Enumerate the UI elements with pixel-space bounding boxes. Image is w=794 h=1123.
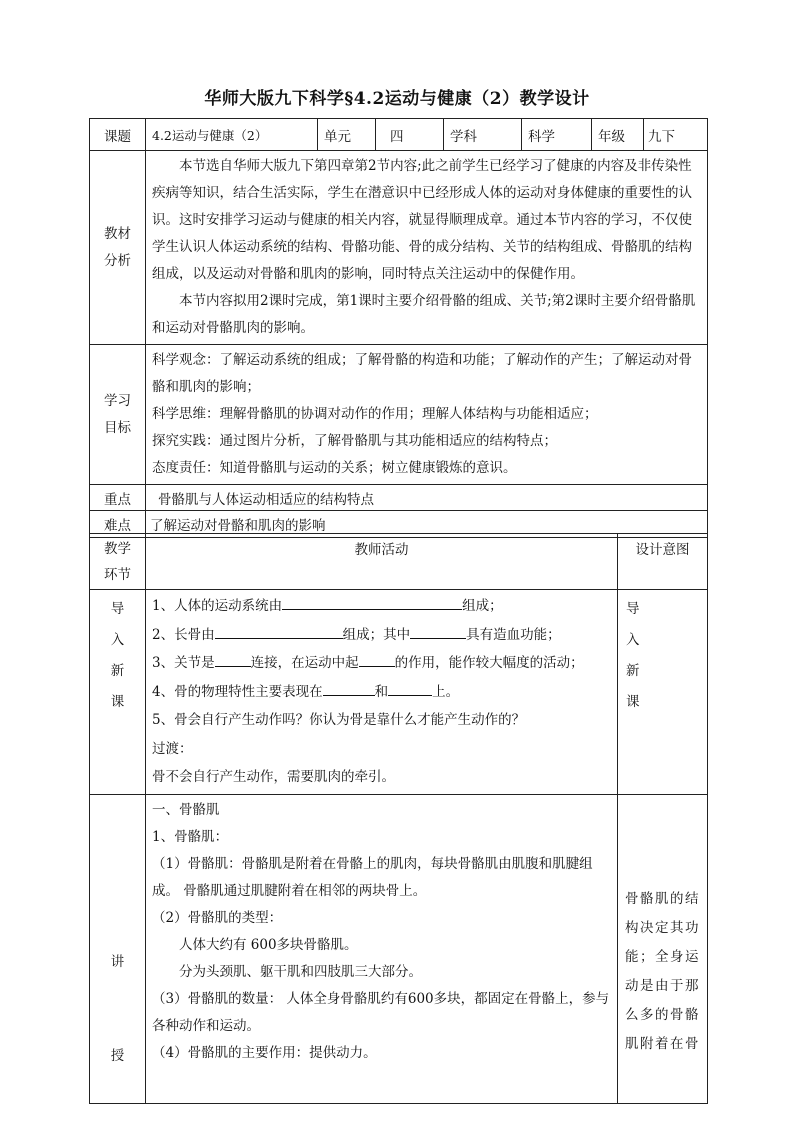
lecture-stage-char: 讲	[110, 953, 125, 970]
intro-question-4: 4、骨的物理特性主要表现在 和 上。	[152, 678, 611, 707]
material-content	[146, 151, 708, 345]
lecture-intent: 骨骼肌的结构决定其功能；全身运动是由于那么多的骨骼肌附着在骨	[618, 794, 708, 1103]
subject-label: 学科	[444, 119, 522, 151]
intro-stage-char: 课	[110, 694, 125, 710]
lecture-row	[90, 794, 708, 1103]
lecture-line: （4）骨骼肌的主要作用：提供动力。	[152, 1044, 377, 1061]
topic-label: 课题	[90, 119, 146, 151]
intro-question-1: 1、人体的运动系统由 组成；	[152, 592, 611, 621]
fill-blank[interactable]	[282, 595, 462, 610]
activities-table	[89, 533, 708, 1104]
header-row	[90, 119, 708, 151]
unit-label: 单元	[318, 119, 376, 151]
fill-blank[interactable]	[359, 652, 395, 667]
stage-header-1: 教学	[104, 541, 131, 557]
intro-question-2: 2、长骨由 组成；其中 具有造血功能；	[152, 621, 611, 650]
material-label	[90, 151, 146, 345]
lecture-line: 1、骨骼肌：	[152, 828, 229, 845]
objective-item: 探究实践：通过图片分析，了解骨骼肌与其功能相适应的结构特点；	[152, 433, 557, 449]
intro-stage-char: 新	[110, 663, 125, 679]
intro-stage	[90, 590, 146, 795]
intro-content	[146, 590, 618, 795]
lecture-line: （3）骨骼肌的数量： 人体全身骨骼肌约有600多块，都固定在骨骼上，参与各种动作和运动。	[152, 990, 610, 1034]
material-para-1: 本节选自华师大版九下第四章第2节内容;此之前学生已经学习了健康的内容及非传染性疾病等知识，结合生活实际，学生在潜意识中已经形成人体的运动对身体健康的重要性的认识。这时安排学习运动与健康的相关内容，就显得顺理成章。通过本节内容的学习，不仅使学生认识人体运动系统的结构、骨骼功能、骨的成分结构、关节的结构组成、骨骼肌的结构组成，以及运动对骨骼和肌肉的影响，同时特点关注运动中的保健作用。	[152, 158, 692, 282]
activities-header-row	[90, 534, 708, 590]
lecture-line: 人体大约有 600多块骨骼肌。	[179, 936, 358, 953]
intro-intent	[618, 590, 708, 795]
objectives-label	[90, 345, 146, 485]
topic-value: 4.2运动与健康（2）	[146, 119, 318, 151]
key-point-value: 骨骼肌与人体运动相适应的结构特点	[146, 485, 708, 511]
stage-header-2: 环节	[104, 567, 131, 583]
intro-stage-char: 入	[110, 632, 125, 648]
intro-intent-char: 入	[626, 632, 640, 648]
lecture-stage	[90, 794, 146, 1103]
transition-text: 骨不会自行产生动作，需要肌肉的牵引。	[152, 769, 395, 785]
material-label-2: 分析	[104, 252, 131, 269]
objective-item: 科学观念：了解运动系统的组成；了解骨骼的构造和功能；了解动作的产生；了解运动对骨骼和肌肉的影响；	[152, 352, 692, 395]
key-point-row	[90, 485, 708, 511]
overview-table	[89, 118, 708, 538]
fill-blank[interactable]	[388, 681, 432, 696]
fill-blank[interactable]	[323, 681, 375, 696]
lecture-stage-char: 授	[110, 1047, 125, 1064]
difficulty-value: 了解运动对骨骼和肌肉的影响	[146, 511, 708, 538]
fill-blank[interactable]	[215, 624, 343, 639]
material-para-2: 本节内容拟用2课时完成，第1课时主要介绍骨骼的组成、关节;第2课时主要介绍骨骼肌和运动对骨骼肌肉的影响。	[152, 293, 696, 336]
objective-item: 科学思维：理解骨骼肌的协调对动作的作用；理解人体结构与功能相适应；	[152, 406, 598, 422]
fill-blank[interactable]	[215, 652, 251, 667]
intro-intent-char: 课	[626, 694, 640, 710]
intro-question-3: 3、关节是 连接，在运动中起 的作用，能作较大幅度的活动；	[152, 649, 611, 678]
material-row	[90, 151, 708, 345]
transition-label: 过渡：	[152, 740, 193, 757]
unit-value: 四	[376, 119, 444, 151]
intro-intent-char: 新	[626, 663, 640, 679]
document-title: 华师大版九下科学§4.2运动与健康（2）教学设计	[204, 89, 590, 109]
material-label-1: 教材	[104, 225, 131, 242]
lecture-content	[146, 794, 618, 1103]
key-point-label: 重点	[90, 485, 146, 511]
intro-intent-char: 导	[626, 601, 640, 617]
objective-item: 态度责任：知道骨骼肌与运动的关系；树立健康锻炼的意识。	[152, 460, 517, 476]
fill-blank[interactable]	[410, 624, 466, 639]
stage-header	[90, 534, 146, 590]
design-intent-header: 设计意图	[618, 534, 708, 590]
objectives-label-2: 目标	[104, 419, 131, 436]
grade-value: 九下	[644, 119, 708, 151]
intro-row	[90, 590, 708, 795]
objectives-label-1: 学习	[104, 392, 131, 409]
objectives-content	[146, 345, 708, 485]
intro-stage-char: 导	[110, 601, 125, 617]
lecture-line: （2）骨骼肌的类型：	[152, 909, 283, 926]
lecture-line: 一、骨骼肌	[152, 801, 220, 818]
objectives-row	[90, 345, 708, 485]
difficulty-label: 难点	[90, 511, 146, 538]
lecture-line: （1）骨骼肌：骨骼肌是附着在骨骼上的肌肉，每块骨骼肌由肌腹和肌腱组成。 骨骼肌通过肌腱附着在相邻的两块骨上。	[152, 855, 593, 899]
teacher-activity-header: 教师活动	[146, 534, 618, 590]
lecture-line: 分为头颈肌、躯干肌和四肢肌三大部分。	[179, 963, 422, 980]
intro-question-5: 5、骨会自行产生动作吗？你认为骨是靠什么才能产生动作的？	[152, 712, 526, 728]
subject-value: 科学	[522, 119, 592, 151]
grade-label: 年级	[592, 119, 644, 151]
